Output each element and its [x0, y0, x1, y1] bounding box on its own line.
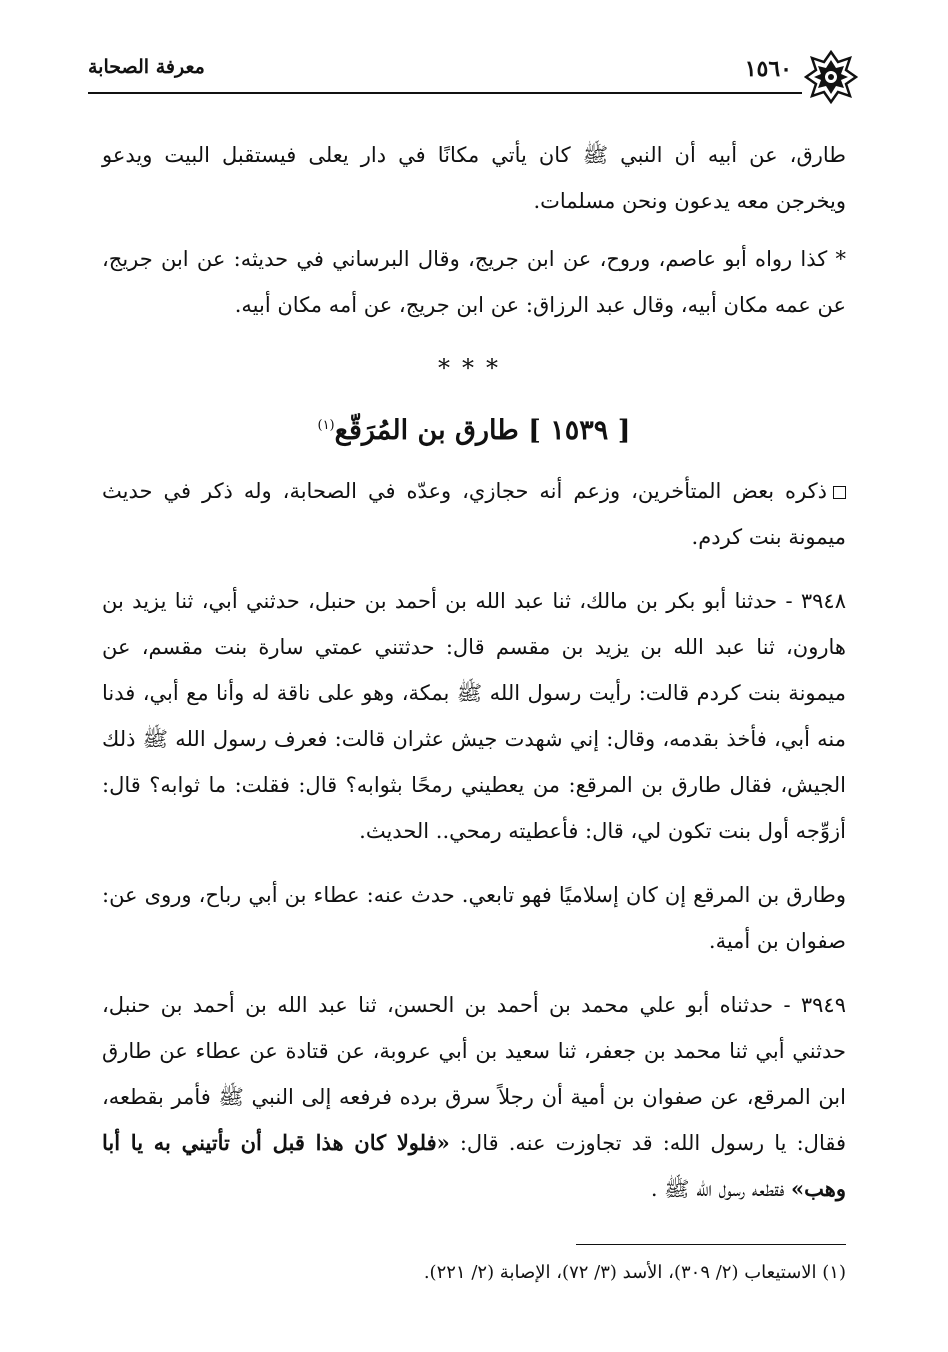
square-bullet-icon — [833, 486, 846, 499]
hadith-3949-quote: «فلولا كان هذا قبل أن تأتيني به يا أبا وهب» — [102, 1130, 846, 1201]
footnote-reference: (١) — [317, 418, 335, 433]
hadith-3949-text: ٣٩٤٩ - حدثناه أبو علي محمد بن أحمد بن الحسن، ثنا عبد الله بن أحمد بن حنبل، حدثني أبي ثنا محمد بن جعفر، ثنا سعيد بن أبي عروبة، عن قتادة عن عطاء عن طارق ابن المرقع، عن صفوان بن أمية أن رجلاً سرق برده فرفعه إلى النبي ﷺ فأمر بقطعه، فقال: يا رسول الله: قد تجاوزت عنه. قال: — [102, 993, 847, 1155]
footnote-rule — [576, 1244, 846, 1245]
header-rule — [88, 92, 802, 94]
running-title: معرفة الصحابة — [88, 56, 205, 78]
paragraph-continuation: طارق، عن أبيه أن النبي ﷺ كان يأتي مكانًا في دار يعلى فيستقبل البيت ويدعو ويخرجن معه يدعون ونحن مسلمات. — [102, 143, 846, 213]
entry-note: وطارق بن المرقع إن كان إسلاميًا فهو تابعي. حدث عنه: عطاء بن أبي رباح، وروى عن: صفوان بن أمية. — [102, 883, 846, 953]
footnote: (١) الاستيعاب (٢/ ٣٠٩)، الأسد (٣/ ٧٢)، الإصابة (٢/ ٢٢١). — [423, 1262, 846, 1283]
entry-intro — [102, 468, 846, 560]
hadith-3949-end: فقطعه رسول الله ﷺ . — [650, 1177, 792, 1201]
octagram-ornament-icon — [804, 50, 858, 104]
entry-intro-text: ذكره بعض المتأخرين، وزعم أنه حجازي، وعدّه في الصحابة، وله ذكر في حديث ميمونة بنت كردم. — [102, 479, 846, 549]
section-separator: *** — [438, 354, 510, 382]
hadith-3949 — [102, 982, 846, 1212]
main-text — [102, 132, 846, 1230]
paragraph-note: * كذا رواه أبو عاصم، وروح، عن ابن جريج، وقال البرساني في حديثه: عن ابن جريج، عن عمه مكان أبيه، وقال عبد الرزاق: عن ابن جريج، عن أمه مكان أبيه. — [102, 247, 846, 317]
page-header — [88, 50, 858, 104]
entry-title — [102, 398, 846, 454]
entry-title-text: [ ١٥٣٩ ] طارق بن المُرَقّع — [334, 415, 631, 446]
hadith-3948: ٣٩٤٨ - حدثنا أبو بكر بن مالك، ثنا عبد الله بن أحمد بن حنبل، حدثني أبي، ثنا يزيد بن هارون، ثنا عبد الله بن يزيد بن مقسم قال: حدثتني عمتي سارة بنت مقسم، عن ميمونة بنت كردم قالت: رأيت رسول الله ﷺ بمكة، وهو على ناقة له وأنا مع أبي، فدنا منه أبي، فأخذ بقدمه، وقال: إني شهدت جيش عثران قالت: فعرف رسول الله ﷺ ذلك الجيش، فقال طارق بن المرقع: من يعطيني رمحًا بثوابه؟ قال: فقلت: ما ثوابه؟ قال: أزوِّجه أول بنت تكون لي، قال: فأعطيته رمحي.. الحديث. — [102, 589, 846, 843]
page-number: ١٥٦٠ — [744, 56, 792, 82]
